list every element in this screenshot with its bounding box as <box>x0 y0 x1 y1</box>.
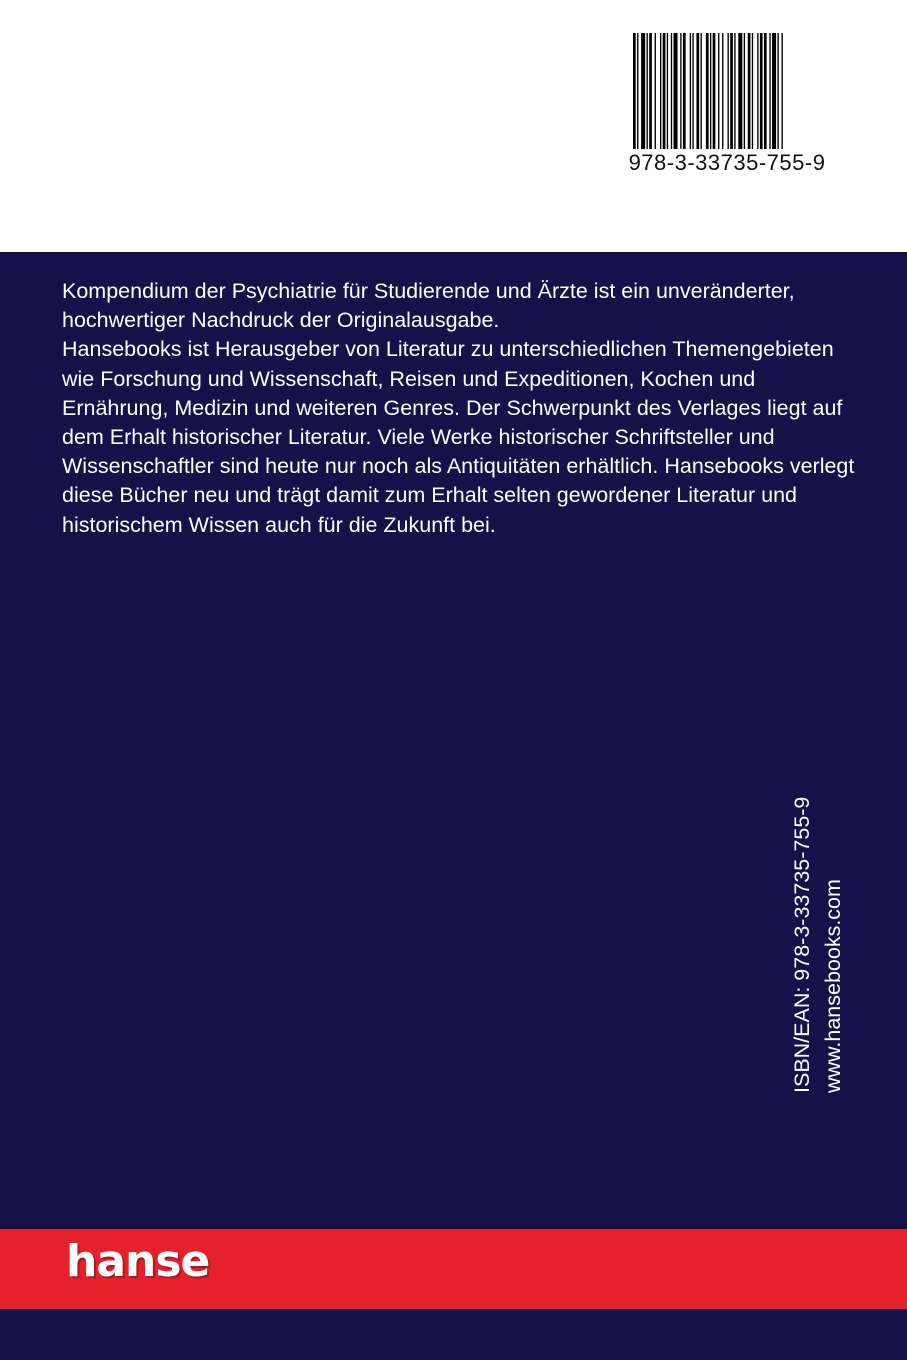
hanse-logo: hanse <box>66 1236 210 1287</box>
barcode-icon <box>633 33 829 149</box>
website-url: www.hansebooks.com <box>821 879 845 1093</box>
bottom-band <box>0 1309 907 1360</box>
barcode-number: 978-3-33735-755-9 <box>628 150 826 175</box>
back-cover-description <box>62 277 862 540</box>
description-paragraph-1: Kompendium der Psychiatrie für Studierende und Ärzte ist ein unveränderter, hochwertiger Nachdruck der Originalausgabe. <box>62 279 795 333</box>
vertical-info <box>787 788 847 1093</box>
top-white-band <box>0 0 907 252</box>
description-paragraph-2: Hansebooks ist Herausgeber von Literatur zu unterschiedlichen Themengebieten wie Forschung und Wissenschaft, Reisen und Expeditionen, Kochen und Ernährung, Medizin und weiteren Genres. Der Schwerpunkt des Verlages liegt auf dem Erhalt historischer Literatur. Viele Werke historischer Schriftsteller und Wissenschaftler sind heute nur noch als Antiquitäten erhältlich. Hansebooks verlegt diese Bücher neu und trägt damit zum Erhalt selten gewordener Literatur und historischem Wissen auch für die Zukunft bei. <box>62 337 855 537</box>
isbn-ean-label: ISBN/EAN: 978-3-33735-755-9 <box>790 796 814 1093</box>
